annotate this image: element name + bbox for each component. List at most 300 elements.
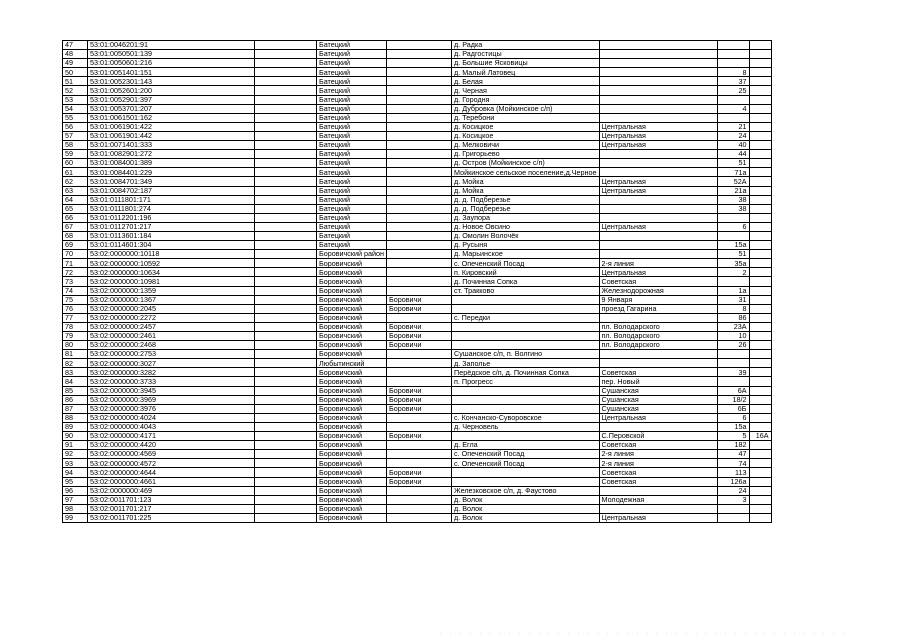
table-cell: [452, 332, 599, 341]
table-cell: Боровичский: [317, 504, 387, 513]
table-cell: 53:02:0000000:10118: [88, 250, 255, 259]
table-cell: 53:02:0000000:3976: [88, 404, 255, 413]
table-row: [63, 177, 772, 186]
table-cell: 3: [717, 495, 749, 504]
table-cell: [387, 259, 452, 268]
table-cell: [599, 113, 717, 122]
table-cell: 53:02:0000000:4043: [88, 422, 255, 431]
table-row: [63, 86, 772, 95]
table-cell: [255, 222, 317, 231]
table-cell: [255, 495, 317, 504]
table-cell: [387, 486, 452, 495]
table-row: [63, 159, 772, 168]
table-cell: Батецкий: [317, 159, 387, 168]
table-row: [63, 77, 772, 86]
table-cell: д. Мойка: [452, 186, 599, 195]
table-cell: 53:01:0082901:272: [88, 150, 255, 159]
table-cell: [599, 213, 717, 222]
table-cell: [387, 459, 452, 468]
table-cell: [387, 286, 452, 295]
table-cell: д. Волок: [452, 513, 599, 522]
table-cell: 53:02:0000000:4644: [88, 468, 255, 477]
table-cell: 91: [63, 441, 88, 450]
table-cell: д. Русыня: [452, 241, 599, 250]
table-cell: [387, 50, 452, 59]
table-cell: [255, 68, 317, 77]
table-cell: 97: [63, 495, 88, 504]
table-cell: 79: [63, 332, 88, 341]
table-cell: Батецкий: [317, 177, 387, 186]
table-cell: [749, 368, 771, 377]
table-cell: 15а: [717, 422, 749, 431]
table-cell: [749, 141, 771, 150]
table-cell: [749, 422, 771, 431]
table-cell: 53:02:0000000:469: [88, 486, 255, 495]
table-cell: [599, 231, 717, 240]
table-cell: 8: [717, 68, 749, 77]
table-row: [63, 131, 772, 140]
table-cell: 75: [63, 295, 88, 304]
table-cell: д. Заупора: [452, 213, 599, 222]
table-cell: 53:02:0000000:10592: [88, 259, 255, 268]
table-row: [63, 59, 772, 68]
table-cell: 53:01:0061901:422: [88, 122, 255, 131]
table-cell: [387, 195, 452, 204]
table-cell: Батецкий: [317, 104, 387, 113]
table-cell: 53:01:0111801:171: [88, 195, 255, 204]
table-cell: д. Радка: [452, 41, 599, 50]
table-cell: Боровичский: [317, 477, 387, 486]
table-row: [63, 113, 772, 122]
table-cell: Боровичский: [317, 395, 387, 404]
table-cell: [749, 95, 771, 104]
table-cell: [387, 277, 452, 286]
table-cell: 99: [63, 513, 88, 522]
table-cell: 53:02:0011701:123: [88, 495, 255, 504]
table-row: [63, 404, 772, 413]
table-row: [63, 513, 772, 522]
table-cell: 53:02:0000000:1359: [88, 286, 255, 295]
table-cell: 53:02:0000000:4420: [88, 441, 255, 450]
table-cell: 72: [63, 268, 88, 277]
table-cell: Боровичи: [387, 386, 452, 395]
table-cell: [717, 377, 749, 386]
table-cell: 96: [63, 486, 88, 495]
table-cell: 95: [63, 477, 88, 486]
table-cell: с. Кончанско-Суворовское: [452, 413, 599, 422]
table-cell: [255, 168, 317, 177]
table-cell: Боровичский: [317, 441, 387, 450]
table-cell: [255, 195, 317, 204]
table-cell: 53:01:0052301:143: [88, 77, 255, 86]
table-cell: 25: [717, 86, 749, 95]
table-cell: Центральная: [599, 413, 717, 422]
table-cell: Боровичский: [317, 313, 387, 322]
table-cell: 51: [717, 159, 749, 168]
table-cell: [749, 222, 771, 231]
table-cell: [599, 68, 717, 77]
table-cell: д. Белая: [452, 77, 599, 86]
table-cell: [749, 77, 771, 86]
table-cell: Центральная: [599, 186, 717, 195]
table-cell: [387, 113, 452, 122]
table-cell: [749, 150, 771, 159]
table-cell: Боровичский: [317, 259, 387, 268]
table-cell: [749, 277, 771, 286]
table-cell: [255, 441, 317, 450]
table-cell: 26: [717, 341, 749, 350]
table-cell: 31: [717, 295, 749, 304]
table-cell: Центральная: [599, 222, 717, 231]
table-cell: 53:02:0000000:10634: [88, 268, 255, 277]
table-cell: д. Новое Овсино: [452, 222, 599, 231]
table-cell: [387, 68, 452, 77]
table-cell: [387, 122, 452, 131]
table-row: [63, 95, 772, 104]
table-cell: [452, 322, 599, 331]
table-row: [63, 432, 772, 441]
table-cell: [387, 95, 452, 104]
table-row: [63, 359, 772, 368]
table-cell: 21а: [717, 186, 749, 195]
table-cell: [599, 168, 717, 177]
table-cell: 84: [63, 377, 88, 386]
table-cell: 60: [63, 159, 88, 168]
table-cell: Советская: [599, 368, 717, 377]
table-cell: [599, 250, 717, 259]
table-cell: [749, 341, 771, 350]
table-cell: 68: [63, 231, 88, 240]
table-cell: [255, 77, 317, 86]
table-cell: Советская: [599, 468, 717, 477]
table-cell: [387, 222, 452, 231]
table-cell: 53:01:0052901:397: [88, 95, 255, 104]
table-cell: 53:01:0052601:200: [88, 86, 255, 95]
table-row: [63, 141, 772, 150]
table-body: [63, 41, 772, 523]
table-cell: [255, 404, 317, 413]
table-cell: Молодежная: [599, 495, 717, 504]
table-cell: [255, 513, 317, 522]
table-cell: 78: [63, 322, 88, 331]
table-cell: 53:01:0112201:196: [88, 213, 255, 222]
table-cell: [255, 432, 317, 441]
table-row: [63, 468, 772, 477]
table-cell: проезд Гагарина: [599, 304, 717, 313]
table-cell: 74: [63, 286, 88, 295]
table-cell: 38: [717, 195, 749, 204]
table-cell: Железковское с/п, д. Фаустово: [452, 486, 599, 495]
table-cell: 61: [63, 168, 88, 177]
table-row: [63, 350, 772, 359]
table-cell: [387, 377, 452, 386]
table-cell: 64: [63, 195, 88, 204]
table-row: [63, 313, 772, 322]
table-cell: [599, 59, 717, 68]
table-cell: Боровичский: [317, 377, 387, 386]
table-cell: [387, 141, 452, 150]
table-cell: [255, 332, 317, 341]
table-cell: 113: [717, 468, 749, 477]
table-cell: Боровичский: [317, 468, 387, 477]
table-cell: [255, 486, 317, 495]
table-cell: С.Перовской: [599, 432, 717, 441]
table-cell: [255, 386, 317, 395]
table-cell: [599, 359, 717, 368]
table-cell: Батецкий: [317, 186, 387, 195]
table-cell: Советская: [599, 477, 717, 486]
table-cell: д. Черная: [452, 86, 599, 95]
table-cell: [717, 231, 749, 240]
table-row: [63, 450, 772, 459]
table-cell: [387, 268, 452, 277]
table-cell: Центральная: [599, 122, 717, 131]
table-cell: [599, 313, 717, 322]
table-cell: [255, 413, 317, 422]
table-cell: Батецкий: [317, 59, 387, 68]
table-row: [63, 322, 772, 331]
table-cell: Сушанская: [599, 404, 717, 413]
table-cell: [387, 231, 452, 240]
table-row: [63, 50, 772, 59]
table-cell: [749, 486, 771, 495]
table-cell: [387, 350, 452, 359]
table-cell: Боровичский: [317, 350, 387, 359]
table-cell: [255, 459, 317, 468]
table-row: [63, 122, 772, 131]
table-cell: 71: [63, 259, 88, 268]
table-cell: Боровичский: [317, 368, 387, 377]
table-cell: д. Григорьево: [452, 150, 599, 159]
table-cell: Боровичский: [317, 495, 387, 504]
table-cell: [255, 268, 317, 277]
table-cell: [255, 259, 317, 268]
table-cell: [387, 441, 452, 450]
table-cell: д. Мойка: [452, 177, 599, 186]
table-cell: [749, 104, 771, 113]
table-cell: Боровичи: [387, 477, 452, 486]
table-row: [63, 459, 772, 468]
table-cell: [749, 168, 771, 177]
table-cell: [255, 204, 317, 213]
table-cell: д. д. Подберезье: [452, 195, 599, 204]
table-cell: 2-я линия: [599, 450, 717, 459]
table-cell: [255, 322, 317, 331]
table-cell: 5: [717, 432, 749, 441]
table-row: [63, 504, 772, 513]
table-cell: 39: [717, 368, 749, 377]
table-cell: [387, 177, 452, 186]
table-cell: Батецкий: [317, 41, 387, 50]
table-cell: 16А: [749, 432, 771, 441]
table-cell: Центральная: [599, 268, 717, 277]
table-cell: Батецкий: [317, 222, 387, 231]
table-cell: [749, 404, 771, 413]
table-cell: д. Дубровка (Мойкинское с/п): [452, 104, 599, 113]
table-cell: п. Прогресс: [452, 377, 599, 386]
table-cell: 53:01:0071401:333: [88, 141, 255, 150]
table-cell: [387, 186, 452, 195]
table-cell: [599, 150, 717, 159]
table-cell: 9 Января: [599, 295, 717, 304]
table-row: [63, 104, 772, 113]
table-cell: пл. Володарского: [599, 332, 717, 341]
table-cell: [599, 41, 717, 50]
table-cell: д. Косицкое: [452, 131, 599, 140]
table-cell: [387, 213, 452, 222]
table-cell: [387, 86, 452, 95]
table-cell: [387, 150, 452, 159]
table-cell: [452, 386, 599, 395]
table-cell: [749, 122, 771, 131]
table-row: [63, 395, 772, 404]
table-cell: Батецкий: [317, 77, 387, 86]
table-cell: 82: [63, 359, 88, 368]
table-cell: 53:01:0050601:216: [88, 59, 255, 68]
table-cell: 53: [63, 95, 88, 104]
table-cell: Батецкий: [317, 231, 387, 240]
table-row: [63, 304, 772, 313]
table-cell: д. Радгостицы: [452, 50, 599, 59]
table-cell: д. Городня: [452, 95, 599, 104]
table-cell: 40: [717, 141, 749, 150]
table-cell: 2-я линия: [599, 459, 717, 468]
table-cell: 53:01:0114601:304: [88, 241, 255, 250]
table-cell: Батецкий: [317, 122, 387, 131]
table-cell: Боровичи: [387, 341, 452, 350]
table-cell: Советская: [599, 277, 717, 286]
table-cell: 57: [63, 131, 88, 140]
table-cell: Железнодорожная: [599, 286, 717, 295]
table-cell: 93: [63, 459, 88, 468]
table-cell: [255, 422, 317, 431]
table-cell: 53:02:0000000:2045: [88, 304, 255, 313]
table-cell: [717, 59, 749, 68]
table-cell: [599, 504, 717, 513]
table-cell: Боровичи: [387, 295, 452, 304]
table-row: [63, 377, 772, 386]
table-cell: 50: [63, 68, 88, 77]
table-cell: Боровичский: [317, 432, 387, 441]
table-cell: [749, 468, 771, 477]
table-cell: Советская: [599, 441, 717, 450]
table-cell: 69: [63, 241, 88, 250]
table-cell: Батецкий: [317, 213, 387, 222]
table-cell: [387, 313, 452, 322]
table-cell: 8: [717, 304, 749, 313]
table-cell: 63: [63, 186, 88, 195]
table-cell: [749, 377, 771, 386]
table-cell: 53:02:0000000:3282: [88, 368, 255, 377]
table-cell: [749, 477, 771, 486]
table-cell: [749, 59, 771, 68]
table-cell: [255, 177, 317, 186]
table-cell: Батецкий: [317, 195, 387, 204]
table-cell: [255, 250, 317, 259]
table-cell: [255, 368, 317, 377]
table-cell: Батецкий: [317, 50, 387, 59]
table-cell: Батецкий: [317, 141, 387, 150]
table-cell: 126а: [717, 477, 749, 486]
table-cell: [717, 359, 749, 368]
table-cell: [255, 131, 317, 140]
table-cell: 23А: [717, 322, 749, 331]
table-cell: 71а: [717, 168, 749, 177]
table-cell: с. Передки: [452, 313, 599, 322]
table-cell: 51: [717, 250, 749, 259]
table-cell: 53:02:0000000:2272: [88, 313, 255, 322]
table-cell: [387, 168, 452, 177]
table-cell: [749, 186, 771, 195]
table-cell: [387, 59, 452, 68]
table-row: [63, 477, 772, 486]
table-cell: [255, 295, 317, 304]
table-cell: 18/2: [717, 395, 749, 404]
table-cell: 53:01:0084001:389: [88, 159, 255, 168]
table-row: [63, 441, 772, 450]
table-cell: [452, 404, 599, 413]
table-cell: [452, 341, 599, 350]
table-cell: Боровичский: [317, 422, 387, 431]
table-cell: 53:02:0000000:3969: [88, 395, 255, 404]
table-cell: Сушанская: [599, 395, 717, 404]
table-cell: [255, 277, 317, 286]
table-cell: 53:02:0000000:2457: [88, 322, 255, 331]
table-cell: пл. Володарского: [599, 322, 717, 331]
table-cell: [749, 86, 771, 95]
table-cell: [255, 59, 317, 68]
table-cell: 86: [717, 313, 749, 322]
table-cell: 94: [63, 468, 88, 477]
table-row: [63, 168, 772, 177]
table-cell: [387, 359, 452, 368]
table-cell: 56: [63, 122, 88, 131]
table-row: [63, 413, 772, 422]
table-cell: 70: [63, 250, 88, 259]
table-cell: [452, 295, 599, 304]
table-row: [63, 222, 772, 231]
table-cell: 6: [717, 222, 749, 231]
table-row: [63, 204, 772, 213]
table-cell: Центральная: [599, 131, 717, 140]
table-cell: 89: [63, 422, 88, 431]
table-cell: [255, 159, 317, 168]
table-cell: 76: [63, 304, 88, 313]
table-cell: [749, 386, 771, 395]
table-cell: [255, 231, 317, 240]
table-cell: д. Косицкое: [452, 122, 599, 131]
table-cell: 53:02:0000000:4661: [88, 477, 255, 486]
table-cell: 24: [717, 486, 749, 495]
table-cell: 53:01:0112701:217: [88, 222, 255, 231]
table-row: [63, 486, 772, 495]
table-cell: [717, 213, 749, 222]
table-cell: пл. Володарского: [599, 341, 717, 350]
table-cell: [749, 41, 771, 50]
table-cell: [387, 77, 452, 86]
table-cell: д. Починная Сопка: [452, 277, 599, 286]
table-cell: Центральная: [599, 141, 717, 150]
table-cell: Боровичский: [317, 413, 387, 422]
table-cell: [255, 150, 317, 159]
table-cell: пер. Новый: [599, 377, 717, 386]
table-cell: [749, 268, 771, 277]
table-cell: [717, 350, 749, 359]
table-cell: [387, 513, 452, 522]
table-cell: Боровичи: [387, 332, 452, 341]
table-cell: Боровичский район: [317, 250, 387, 259]
table-cell: [255, 304, 317, 313]
